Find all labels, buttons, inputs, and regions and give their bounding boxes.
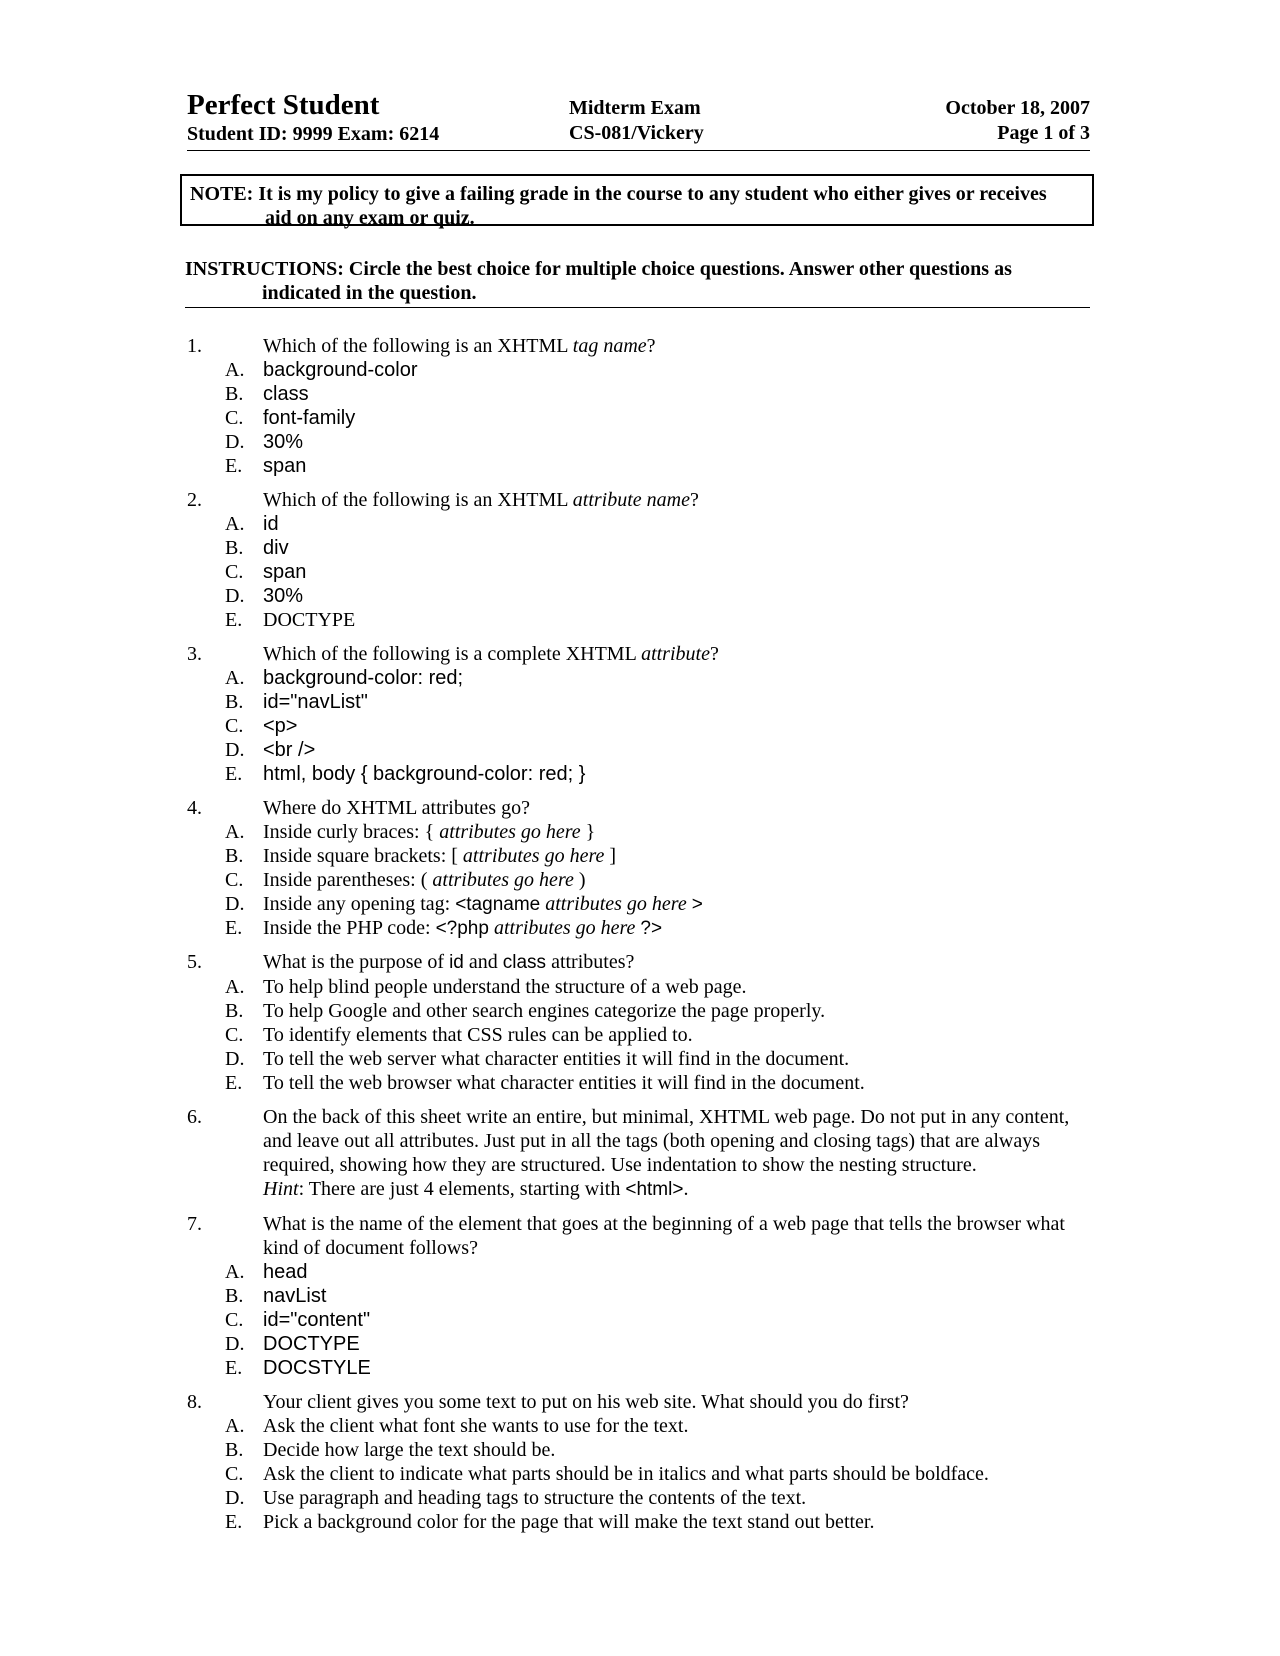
choice-d[interactable] bbox=[0, 1332, 1280, 1356]
choice-letter: A. bbox=[225, 1261, 245, 1283]
page-number: Page 1 of 3 bbox=[997, 122, 1090, 144]
choice-letter: D. bbox=[225, 739, 245, 761]
choice-a[interactable] bbox=[0, 358, 1280, 382]
exam-title: Midterm Exam bbox=[569, 97, 701, 119]
question-number: 1. bbox=[187, 335, 202, 357]
choice-b[interactable] bbox=[0, 1284, 1280, 1308]
question-number: 3. bbox=[187, 643, 202, 665]
choice-text: font-family bbox=[263, 407, 356, 429]
choice-letter: C. bbox=[225, 561, 244, 583]
choice-text: head bbox=[263, 1261, 308, 1283]
choice-text: Pick a background color for the page that will make the text stand out better. bbox=[263, 1511, 875, 1533]
choice-letter: C. bbox=[225, 715, 244, 737]
choice-d[interactable] bbox=[0, 892, 1280, 916]
choice-c[interactable] bbox=[0, 868, 1280, 892]
choice-d[interactable] bbox=[0, 584, 1280, 608]
choice-letter: D. bbox=[225, 1048, 245, 1070]
instructions-line-1: INSTRUCTIONS: Circle the best choice for multiple choice questions. Answer other questions as bbox=[185, 258, 1012, 280]
course-name: CS-081/Vickery bbox=[569, 122, 704, 144]
question-6 bbox=[0, 1105, 1280, 1202]
question-text: Which of the following is an XHTML tag name? bbox=[263, 335, 656, 357]
choice-c[interactable] bbox=[0, 1462, 1280, 1486]
choice-text: html, body { background-color: red; } bbox=[263, 763, 586, 785]
question-4 bbox=[0, 796, 1280, 940]
choice-e[interactable] bbox=[0, 1356, 1280, 1380]
choice-letter: A. bbox=[225, 821, 245, 843]
student-name: Perfect Student bbox=[187, 89, 380, 121]
choice-text: DOCTYPE bbox=[263, 609, 356, 631]
choice-c[interactable] bbox=[0, 714, 1280, 738]
note-line-1: NOTE: It is my policy to give a failing grade in the course to any student who either gives or receives bbox=[190, 183, 1047, 205]
choice-text: id="content" bbox=[263, 1309, 371, 1331]
choice-text: id="navList" bbox=[263, 691, 368, 713]
hint-label: Hint bbox=[263, 1178, 299, 1200]
choice-text: Inside the PHP code: <?php attributes go here ?> bbox=[263, 917, 663, 939]
question-number: 5. bbox=[187, 951, 202, 973]
choice-c[interactable] bbox=[0, 1308, 1280, 1332]
choice-letter: E. bbox=[225, 1511, 243, 1533]
choice-b[interactable] bbox=[0, 844, 1280, 868]
choice-text: background-color: red; bbox=[263, 667, 464, 689]
choice-c[interactable] bbox=[0, 1023, 1280, 1047]
page-header bbox=[187, 88, 1090, 151]
choice-letter: A. bbox=[225, 1415, 245, 1437]
question-7 bbox=[0, 1212, 1280, 1380]
choice-text: span bbox=[263, 561, 307, 583]
choice-a[interactable] bbox=[0, 1414, 1280, 1438]
choice-text: Use paragraph and heading tags to structure the contents of the text. bbox=[263, 1487, 807, 1509]
question-text: Where do XHTML attributes go? bbox=[263, 797, 530, 819]
header-middle bbox=[569, 96, 704, 146]
choice-text: To tell the web server what character entities it will find in the document. bbox=[263, 1048, 850, 1070]
choice-letter: E. bbox=[225, 455, 243, 477]
choice-text: Inside any opening tag: <tagname attributes go here > bbox=[263, 893, 703, 915]
question-3 bbox=[0, 642, 1280, 786]
choice-letter: E. bbox=[225, 763, 243, 785]
question-number: 2. bbox=[187, 489, 202, 511]
choice-a[interactable] bbox=[0, 512, 1280, 536]
choice-letter: D. bbox=[225, 431, 245, 453]
choice-text: To identify elements that CSS rules can be applied to. bbox=[263, 1024, 693, 1046]
choice-letter: A. bbox=[225, 513, 245, 535]
choice-text: span bbox=[263, 455, 307, 477]
choice-e[interactable] bbox=[0, 1071, 1280, 1095]
choice-text: Ask the client to indicate what parts should be in italics and what parts should be boldface. bbox=[263, 1463, 989, 1485]
choice-text: 30% bbox=[263, 431, 304, 453]
choice-e[interactable] bbox=[0, 762, 1280, 786]
choice-e[interactable] bbox=[0, 608, 1280, 632]
choice-b[interactable] bbox=[0, 536, 1280, 560]
choice-letter: B. bbox=[225, 1439, 244, 1461]
choice-text: Inside parentheses: ( attributes go here ) bbox=[263, 869, 586, 891]
choice-text: Inside curly braces: { attributes go here } bbox=[263, 821, 596, 843]
choice-text: Inside square brackets: [ attributes go here ] bbox=[263, 845, 617, 867]
choice-text: To tell the web browser what character entities it will find in the document. bbox=[263, 1072, 865, 1094]
choice-text: Ask the client what font she wants to use for the text. bbox=[263, 1415, 689, 1437]
choice-letter: B. bbox=[225, 845, 244, 867]
question-text: What is the purpose of id and class attributes? bbox=[263, 951, 635, 973]
choice-letter: C. bbox=[225, 407, 244, 429]
question-8 bbox=[0, 1390, 1280, 1534]
choice-letter: E. bbox=[225, 1357, 243, 1379]
instructions-line-2: indicated in the question. bbox=[262, 282, 477, 304]
header-right bbox=[945, 96, 1090, 146]
question-number: 6. bbox=[187, 1106, 202, 1128]
header-left bbox=[187, 88, 439, 147]
note-line-2: aid on any exam or quiz. bbox=[265, 207, 475, 229]
choice-e[interactable] bbox=[0, 1510, 1280, 1534]
choice-d[interactable] bbox=[0, 430, 1280, 454]
choice-text: To help Google and other search engines categorize the page properly. bbox=[263, 1000, 826, 1022]
choice-letter: A. bbox=[225, 359, 245, 381]
choice-a[interactable] bbox=[0, 666, 1280, 690]
choice-e[interactable] bbox=[0, 916, 1280, 940]
question-number: 4. bbox=[187, 797, 202, 819]
choice-b[interactable] bbox=[0, 1438, 1280, 1462]
choice-text: <br /> bbox=[263, 739, 316, 761]
choice-d[interactable] bbox=[0, 1047, 1280, 1071]
question-number: 8. bbox=[187, 1391, 202, 1413]
policy-note-box bbox=[180, 174, 1094, 229]
choice-letter: C. bbox=[225, 1024, 244, 1046]
choice-letter: B. bbox=[225, 1285, 244, 1307]
choice-text: 30% bbox=[263, 585, 304, 607]
question-text: Your client gives you some text to put on his web site. What should you do first? bbox=[263, 1391, 909, 1413]
choice-letter: D. bbox=[225, 893, 245, 915]
choice-letter: C. bbox=[225, 1309, 244, 1331]
choice-c[interactable] bbox=[0, 560, 1280, 584]
choice-a[interactable] bbox=[0, 820, 1280, 844]
choice-letter: C. bbox=[225, 869, 244, 891]
student-id-line: Student ID: 9999 Exam: 6214 bbox=[187, 123, 440, 145]
choice-text: navList bbox=[263, 1285, 327, 1307]
choice-letter: A. bbox=[225, 976, 245, 998]
choice-letter: D. bbox=[225, 1487, 245, 1509]
choice-a[interactable] bbox=[0, 975, 1280, 999]
choice-letter: C. bbox=[225, 1463, 244, 1485]
choice-b[interactable] bbox=[0, 999, 1280, 1023]
choice-text: id bbox=[263, 513, 279, 535]
question-number: 7. bbox=[187, 1213, 202, 1235]
question-5 bbox=[0, 950, 1280, 1095]
choice-a[interactable] bbox=[0, 1260, 1280, 1284]
question-list bbox=[0, 334, 1280, 1544]
choice-letter: A. bbox=[225, 667, 245, 689]
choice-letter: B. bbox=[225, 537, 244, 559]
instructions bbox=[185, 257, 1090, 308]
choice-text: <p> bbox=[263, 715, 298, 737]
choice-text: class bbox=[263, 383, 309, 405]
choice-letter: B. bbox=[225, 691, 244, 713]
choice-letter: B. bbox=[225, 1000, 244, 1022]
choice-c[interactable] bbox=[0, 406, 1280, 430]
question-1 bbox=[0, 334, 1280, 478]
choice-letter: E. bbox=[225, 917, 243, 939]
choice-text: To help blind people understand the structure of a web page. bbox=[263, 976, 747, 998]
choice-text: div bbox=[263, 537, 289, 559]
choice-letter: D. bbox=[225, 1333, 245, 1355]
choice-b[interactable] bbox=[0, 382, 1280, 406]
choice-d[interactable] bbox=[0, 738, 1280, 762]
question-2 bbox=[0, 488, 1280, 632]
choice-e[interactable] bbox=[0, 454, 1280, 478]
choice-letter: E. bbox=[225, 609, 243, 631]
question-text: On the back of this sheet write an entire, but minimal, XHTML web page. Do not put in any content, and leave out all attributes. Just put in all the tags (both opening and closing tags) that are always required, showing how they are structured. Use indentation to show the nesting structure. Hint: There are just 4 elements, starting with <html>. bbox=[263, 1106, 1070, 1200]
choice-text: DOCTYPE bbox=[263, 1333, 360, 1355]
question-text: Which of the following is a complete XHTML attribute? bbox=[263, 643, 719, 665]
exam-date: October 18, 2007 bbox=[945, 97, 1090, 119]
choice-text: Decide how large the text should be. bbox=[263, 1439, 556, 1461]
choice-letter: E. bbox=[225, 1072, 243, 1094]
question-text: Which of the following is an XHTML attribute name? bbox=[263, 489, 699, 511]
question-text: What is the name of the element that goes at the beginning of a web page that tells the browser what kind of document follows? bbox=[263, 1213, 1065, 1259]
choice-letter: D. bbox=[225, 585, 245, 607]
choice-text: background-color bbox=[263, 359, 418, 381]
choice-d[interactable] bbox=[0, 1486, 1280, 1510]
choice-letter: B. bbox=[225, 383, 244, 405]
choice-b[interactable] bbox=[0, 690, 1280, 714]
choice-text: DOCSTYLE bbox=[263, 1357, 371, 1379]
